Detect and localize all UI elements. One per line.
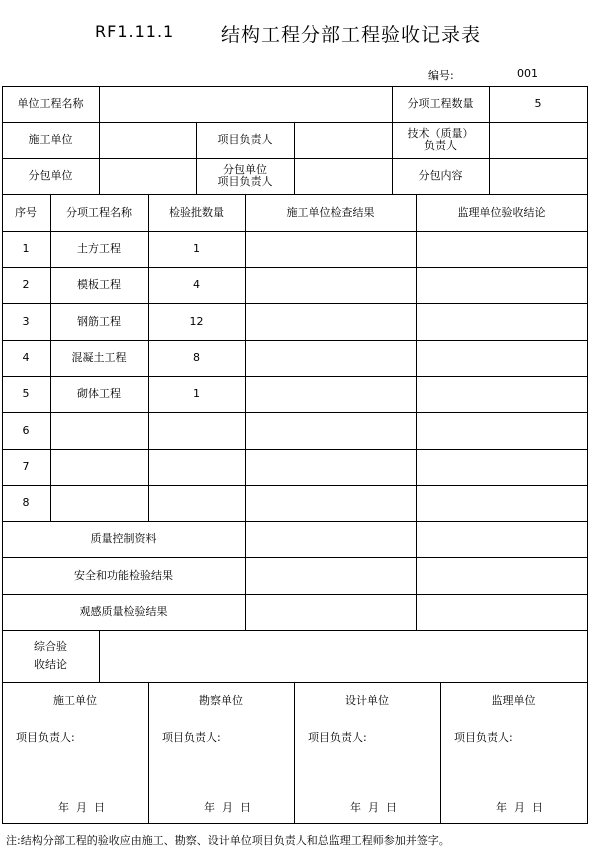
conclusion-label-line1: 综合验 (34, 640, 67, 653)
footnote: 注:结构分部工程的验收应由施工、勘察、设计单位项目负责人和总监理工程师参加并签字。 (6, 834, 450, 847)
row-3-count: 12 (189, 314, 204, 328)
row-5-name: 砌体工程 (77, 387, 121, 400)
document-title (0, 18, 593, 48)
row-2-name: 模板工程 (77, 278, 121, 291)
safety-function-label: 安全和功能检验结果 (74, 568, 173, 582)
signature-supervision-date: 年 月 日 (496, 801, 543, 814)
column-header-sub-item-name: 分项工程名称 (66, 205, 132, 219)
project-leader-label: 项目负责人 (217, 133, 273, 146)
subcontract-content-label: 分包内容 (418, 169, 463, 182)
row-5-count: 1 (193, 387, 200, 400)
row-4-name: 混凝土工程 (71, 351, 127, 364)
construction-unit-label: 施工单位 (28, 133, 73, 146)
row-3-name: 钢筋工程 (77, 314, 121, 328)
row-4-no: 4 (22, 351, 30, 364)
signature-design (294, 682, 440, 823)
signature-construction (2, 682, 148, 823)
project-leader-field[interactable] (294, 122, 392, 158)
unit-project-name-label: 单位工程名称 (17, 97, 84, 110)
tech-leader-label-line1: 技术（质量） (407, 127, 474, 140)
row-8-no: 8 (22, 496, 30, 509)
signature-supervision-leader: 项目负责人: (454, 731, 513, 744)
subcontract-unit-label: 分包单位 (28, 169, 73, 182)
tech-leader-field[interactable] (489, 122, 587, 158)
column-header-construction-result: 施工单位检查结果 (286, 205, 375, 219)
appearance-label: 观感质量检验结果 (79, 605, 168, 618)
conclusion-label-line2: 收结论 (34, 658, 67, 671)
row-7-no: 7 (22, 460, 30, 473)
signature-survey-leader: 项目负责人: (162, 731, 221, 744)
row-8-name (50, 485, 148, 521)
row-7-name (50, 449, 148, 485)
signature-design-unit: 设计单位 (345, 694, 389, 707)
row-1-count: 1 (193, 242, 200, 255)
row-8-count (148, 485, 245, 521)
conclusion-label (2, 630, 99, 682)
signature-survey (148, 682, 294, 823)
subcontract-leader-field[interactable] (294, 158, 392, 194)
form-code: RF1.11.1 (95, 22, 175, 41)
sub-item-count-value[interactable]: 5 (534, 97, 542, 110)
column-header-no: 序号 (15, 205, 37, 219)
construction-unit-field[interactable] (99, 122, 196, 158)
serial-value: 001 (517, 67, 538, 80)
tech-leader-label-line2: 负责人 (424, 139, 457, 152)
row-7-count (148, 449, 245, 485)
subcontract-leader-label-line2: 项目负责人 (217, 175, 273, 188)
conclusion-field[interactable] (99, 630, 587, 682)
row-4-count: 8 (193, 351, 200, 364)
signature-supervision-unit: 监理单位 (491, 694, 536, 707)
signature-construction-date: 年 月 日 (58, 801, 105, 814)
row-6-no: 6 (22, 423, 30, 437)
row-6-name (50, 412, 148, 449)
form-name: 结构工程分部工程验收记录表 (221, 24, 482, 46)
subcontract-leader-label-line1: 分包单位 (223, 163, 267, 176)
signature-construction-unit: 施工单位 (53, 694, 97, 707)
row-5-no: 5 (22, 387, 30, 400)
row-1-no: 1 (22, 242, 30, 255)
row-2-count: 4 (193, 278, 200, 291)
signature-design-leader: 项目负责人: (308, 731, 367, 744)
row-2-no: 2 (22, 278, 30, 291)
subcontract-unit-field[interactable] (99, 158, 196, 194)
sub-item-count-label: 分项工程数量 (407, 97, 474, 110)
signature-survey-unit: 勘察单位 (199, 694, 243, 707)
row-6-count (148, 412, 245, 449)
signature-construction-leader: 项目负责人: (16, 731, 75, 744)
signature-design-date: 年 月 日 (350, 801, 397, 814)
row-3-no: 3 (22, 314, 30, 328)
row-1-name: 土方工程 (77, 242, 121, 255)
quality-docs-label: 质量控制资料 (90, 532, 157, 545)
unit-project-name-field[interactable] (99, 86, 392, 122)
subcontract-leader-label (196, 158, 294, 194)
tech-leader-label (392, 122, 489, 158)
signature-survey-date: 年 月 日 (204, 801, 251, 814)
column-header-batch-count: 检验批数量 (169, 205, 224, 219)
column-header-supervision-conclusion: 监理单位验收结论 (457, 205, 546, 219)
subcontract-content-field[interactable] (489, 158, 587, 194)
signature-supervision (440, 682, 587, 823)
serial-label: 编号: (428, 69, 454, 82)
